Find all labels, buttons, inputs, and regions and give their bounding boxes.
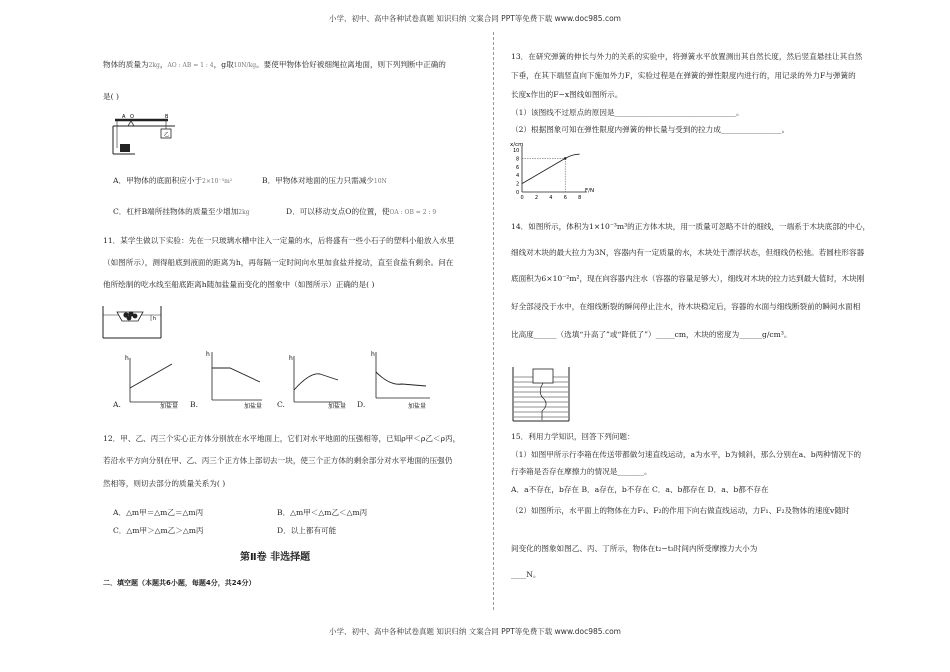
- q12-option-d: D．以上都有可能: [277, 526, 337, 535]
- q13-line1: 13．在研究弹簧的伸长与外力的关系的实验中，将弹簧水平放置测出其自然长度，然后竖直悬挂让其自然: [511, 52, 863, 61]
- q11-option-d: D.: [357, 400, 366, 409]
- svg-text:乙: 乙: [164, 132, 170, 138]
- q13-line2: 下垂，在其下端竖直向下施加外力F，实验过程是在弹簧的弹性限度内进行的，用记录的外力F与弹簧的: [511, 71, 856, 80]
- x-tick-label: 8: [578, 195, 582, 201]
- q13-sub2: （2）根据图象可知在弹性限度内弹簧的伸长量与受到的拉力成________________。: [511, 125, 790, 134]
- q14-line4: 好全部浸没于水中，在细线断裂的瞬间停止注水，待木块稳定后，容器的水面与细线断裂前的瞬间水面相: [511, 302, 861, 311]
- q15-sub2a: （2）如图所示，水平面上的物体在力F₁、F₂的作用下向右做直线运动，力F₁、F₂及物体的速度v随时: [511, 506, 850, 515]
- q15-options: A．a不存在，b存在 B．a存在，b不存在 C．a、b都存在 D．a、b都不存在: [511, 485, 769, 494]
- graph-c: [244, 355, 342, 410]
- option-b-value: 10N: [373, 178, 387, 185]
- boat-tank-diagram: [103, 306, 165, 340]
- spring-fx-chart: [508, 140, 608, 202]
- graph-d: [328, 351, 430, 410]
- option-c-value: 2kg: [238, 209, 250, 216]
- x-tick-label: 6: [563, 195, 567, 201]
- part-two-heading: 二．填空题（本题共6小题，每题4分，共24分）: [103, 579, 256, 587]
- q10-intro-line2: 是( ): [103, 92, 119, 101]
- q15-sub2b: 间变化的图象如图乙、丙、丁所示，物体在t₂−t₃时间内所受摩擦力大小为: [511, 544, 758, 553]
- q15-line1: 15．利用力学知识，回答下列问题：: [511, 432, 635, 441]
- graph-c-xlabel: 加盐量: [328, 403, 347, 410]
- q11-option-a: A.: [113, 400, 121, 409]
- intro-tail: 。要使甲物体恰好被细绳拉离地面，则下列判断中正确的: [256, 60, 446, 69]
- data-point: [564, 157, 567, 160]
- x-tick-label: 4: [549, 195, 553, 201]
- q10-option-d: [286, 207, 436, 218]
- q15-sub1a: （1）如图甲所示行李箱在传送带都做匀速直线运动，a为水平，b为倾斜，那么分别在a、b两种情况下的: [511, 450, 862, 459]
- q11-line3: 他所绘制的吃水线至船底距离h随加盐量而变化的图象中（如图所示）正确的是( ): [103, 280, 375, 289]
- option-a-value: 2×10⁻³m²: [202, 178, 233, 185]
- graph-a: [125, 355, 178, 402]
- page-header: 小学、初中、高中各种试卷真题 知识归纳 文案合同 PPT等免费下载 www.doc985.com: [329, 14, 621, 23]
- y-tick-label: 6: [516, 164, 520, 171]
- option-b-text: B．甲物体对地面的压力只需减少: [262, 176, 374, 185]
- intro-g-value: 10N/kg: [233, 62, 257, 69]
- x-tick-label: 0: [520, 195, 524, 201]
- svg-text:B: B: [165, 114, 169, 120]
- page-footer: 小学、初中、高中各种试卷真题 知识归纳 文案合同 PPT等免费下载 www.doc985.com: [329, 627, 621, 636]
- graph-b: [160, 351, 262, 410]
- q11-option-b: B.: [190, 400, 198, 409]
- graph-d-ylabel: h: [371, 351, 375, 358]
- q15-sub2c: ____N。: [511, 570, 541, 579]
- q10-option-b: [262, 176, 387, 187]
- q14-line3: 底面积为6×10⁻²m²，现在向容器内注水（容器的容量足够大），细线对木块的拉力达到最大值时，木块刚: [511, 274, 865, 283]
- q11-line2: （如图所示），测得船底到液面的距离为h，再每隔一定时间向水里加食盐并搅动，直至食盐有剩余。问在: [103, 258, 454, 267]
- y-tick-label: 4: [516, 173, 520, 180]
- option-d-value: OA : OB = 2 : 9: [389, 209, 437, 216]
- q12-option-b: B．△m甲＜△m乙＜△m丙: [277, 508, 368, 517]
- svg-text:h: h: [153, 316, 157, 322]
- graph-a-ylabel: h: [125, 355, 129, 362]
- y-tick-label: 2: [516, 181, 520, 188]
- graph-a-xlabel: 加盐量: [160, 403, 179, 410]
- intro-text: 物体的质量为: [103, 60, 149, 69]
- section-title: 第Ⅱ卷 非选择题: [240, 552, 311, 563]
- lever-diagram: [113, 112, 183, 160]
- x-tick-label: 2: [534, 195, 539, 201]
- graph-d-xlabel: 加盐量: [408, 403, 427, 410]
- q12-line2: 若沿水平方向分别在甲、乙、丙三个正方体上部切去一块，使三个正方体的剩余部分对水平地面的压强仍: [103, 456, 453, 465]
- intro-g-label: ，g取: [213, 60, 234, 69]
- option-a-text: A．甲物体的底面积应小于: [113, 176, 203, 185]
- q13-line3: 长度x作出的F−x图线如图所示。: [511, 90, 623, 99]
- chart-x-label: F/N: [585, 188, 595, 194]
- column-divider: [493, 32, 494, 610]
- svg-text:A: A: [122, 114, 126, 120]
- q11-line1: 11．某学生做以下实验：先在一只玻璃水槽中注入一定量的水，后将盛有一些小石子的塑料小船放入水里: [103, 236, 455, 245]
- svg-text:O: O: [130, 114, 134, 120]
- q10-intro-line1: 物体的质量为2kg，AO : AB = 1 : 4，g取10N/kg。要使甲物体恰好被细绳拉离地面，则下列判断中正确的: [103, 60, 446, 69]
- intro-mass: 2kg: [148, 62, 160, 69]
- option-c-text: C．杠杆B端所挂物体的质量至少增加: [113, 207, 239, 216]
- block-container-diagram: [511, 365, 573, 423]
- option-d-text: D．可以移动支点O的位置，使: [286, 207, 390, 216]
- q12-option-a: A．△m甲＝△m乙＝△m丙: [113, 508, 204, 517]
- q10-option-a: [113, 176, 232, 187]
- q15-sub1b: 行李箱是否存在摩擦力的情况是_______。: [511, 467, 652, 476]
- graph-b-ylabel: h: [206, 351, 210, 358]
- y-tick-label: 8: [516, 156, 520, 163]
- q13-sub1: （1）该图线不过原点的原因是________________________________。: [511, 108, 744, 117]
- q14-line1: 14．如图所示，体积为1×10⁻³m³的正方体木块，用一质量可忽略不计的细线，一端系于木块底部的中心，: [511, 222, 871, 231]
- q10-option-c: [113, 207, 250, 218]
- salt-graphs: [112, 350, 472, 412]
- graph-c-ylabel: h: [289, 355, 293, 362]
- q12-line1: 12．甲、乙、丙三个实心正方体分别放在水平地面上，它们对水平地面的压强相等，已知ρ甲＜ρ乙＜ρ丙，: [103, 434, 461, 443]
- q11-option-c: C.: [277, 400, 285, 409]
- intro-ratio: AO : AB = 1 : 4: [167, 62, 214, 69]
- q14-line5: 比高度______（选填“升高了”或“降低了”）_____cm，木块的密度为______g/cm³。: [511, 330, 792, 339]
- q12-option-c: C．△m甲＞△m乙＞△m丙: [113, 526, 204, 535]
- graph-b-xlabel: 加盐量: [244, 403, 263, 410]
- q12-line3: 然相等，则切去部分的质量关系为( ): [103, 479, 226, 488]
- q14-line2: 细线对木块的最大拉力为3N，容器内有一定质量的水，木块处于漂浮状态，但细线仍松弛。若圆柱形容器: [511, 248, 865, 257]
- y-tick-label: 0: [516, 190, 520, 196]
- y-tick-label: 10: [513, 148, 520, 154]
- chart-y-label: x/cm: [510, 142, 524, 148]
